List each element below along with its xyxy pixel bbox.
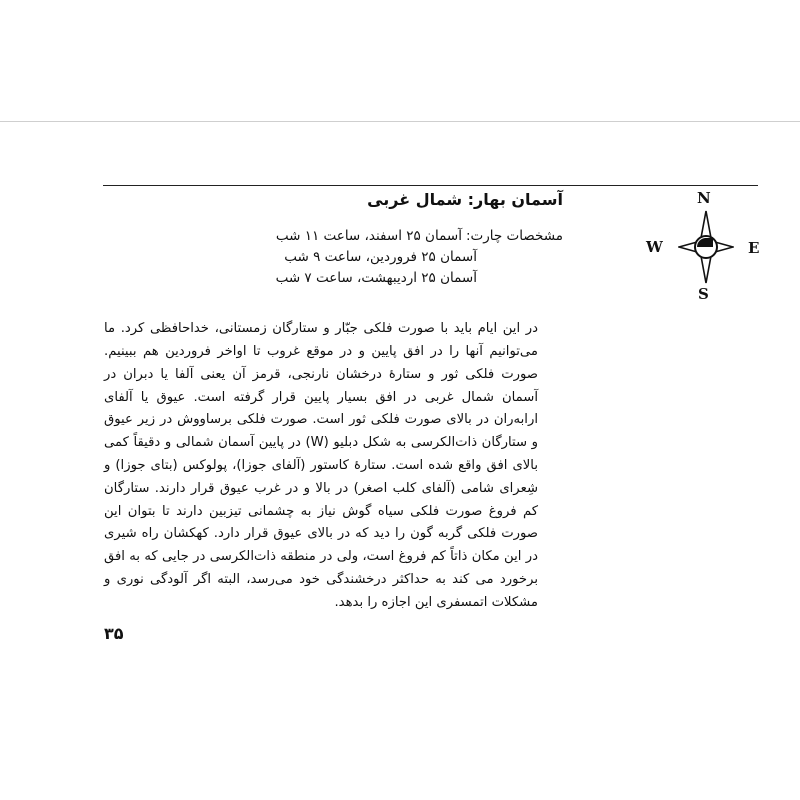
page-number: ۳۵ (104, 624, 124, 643)
chart-spec-row (276, 247, 563, 268)
chart-spec-row (276, 268, 563, 289)
chart-spec-line: آسمان ۲۵ فروردین، ساعت ۹ شب (284, 249, 477, 265)
chart-spec-line: آسمان ۲۵ اسفند، ساعت ۱۱ شب (275, 228, 462, 244)
compass-west-label: W (646, 238, 663, 256)
compass-rose (640, 186, 770, 306)
chart-spec-row (276, 226, 563, 247)
chart-specs (276, 226, 563, 289)
body-paragraph: در این ایام باید با صورت فلکی جبّار و ستارگان زمستانی، خداحافظی کرد. ما می‌توانیم آنها را در افق پایین و در موقع غروب تا اواخر فروردین هم ببینیم. صورت فلکی ثور و ستارهٔ درخشان نارنجی، قرمز آن یعنی آلفا یا دبران در آسمان شمال غربی در افق بسیار پایین قرار گرفته است. عیوق یا آلفای ارابه‌ران در بالای صورت فلکی ثور است. صورت فلکی برساووش در زیر عیوق و ستارگان ذات‌الکرسی به شکل دبلیو (W) در پایین آسمان شمالی و دقیقاً کمی بالای افق واقع شده است. ستارهٔ کاستور (آلفای جوزا)، پولوکس (بتای جوزا) و شِعرای شامی (آلفای کلب اصغر) در بالا و در غرب عیوق قرار دارند. ستارگان کم فروغ صورت فلکی سیاه گوش نیاز به چشمانی تیزبین دارند تا بتوان این صورت فلکی گربه گون را دید که در بالای عیوق قرار دارد. کهکشان راه شیری در این مکان ذاتاً کم فروغ است، ولی در منطقه ذات‌الکرسی در جایی که به افق برخورد می کند به حداکثر درخشندگی خود می‌رسد، البته اگر آلودگی نوری و مشکلات اتمسفری این اجازه را بدهد. (104, 321, 538, 610)
chart-spec-label: مشخصات چارت: (465, 228, 563, 244)
compass-rose-icon (678, 209, 734, 285)
top-divider (0, 121, 800, 122)
page-title: آسمان بهار: شمال غربی (367, 190, 563, 209)
compass-north-label: N (697, 189, 711, 207)
compass-east-label: E (748, 239, 760, 257)
chart-spec-line: آسمان ۲۵ اردیبهشت، ساعت ۷ شب (275, 270, 477, 286)
compass-south-label: S (698, 285, 709, 303)
